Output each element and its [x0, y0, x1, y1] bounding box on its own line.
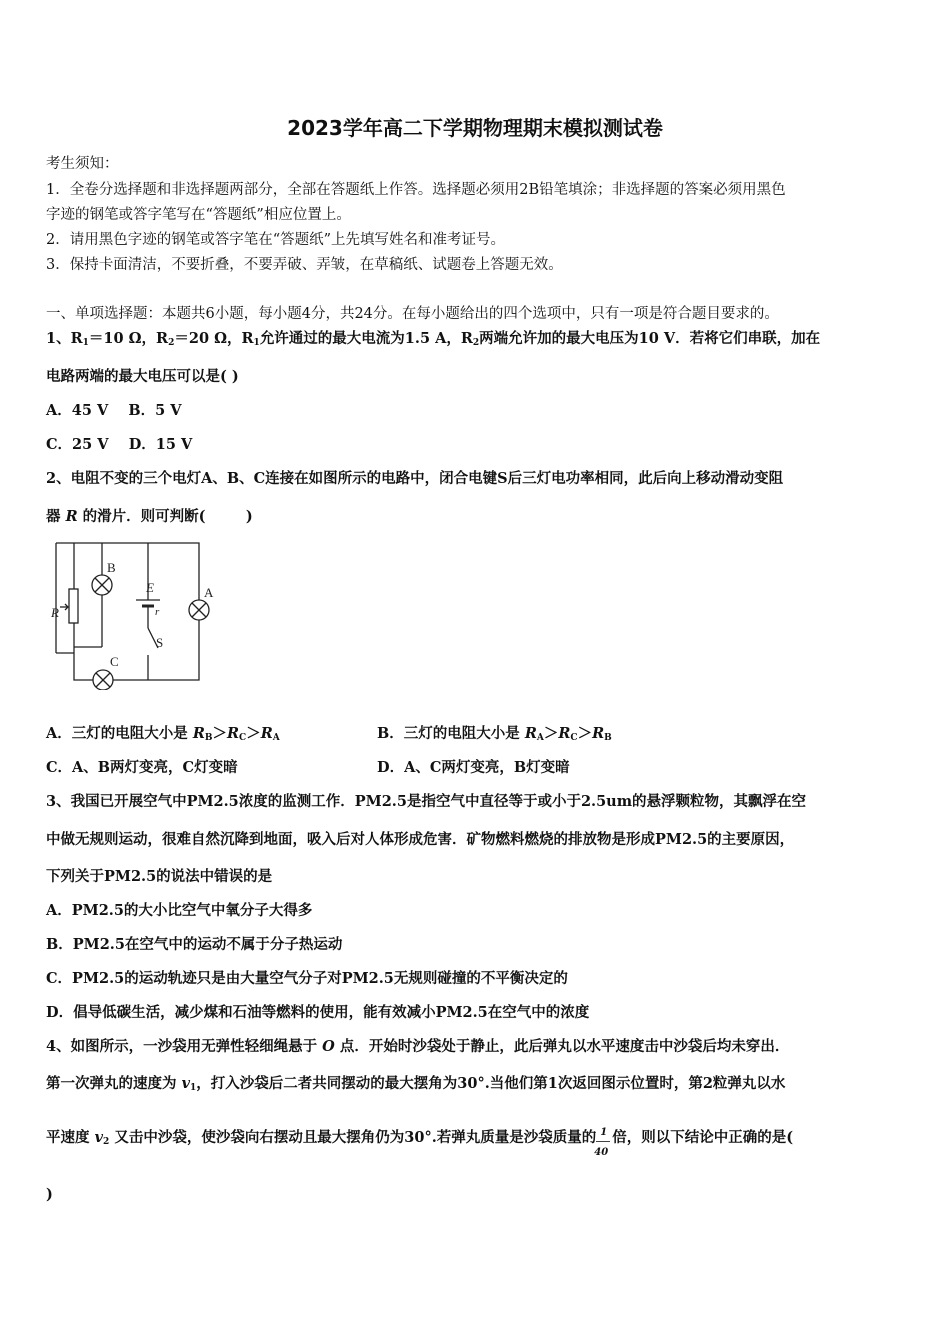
question-4-line-4: ): [46, 1186, 53, 1203]
question-1-options-cd: C．25 V D．15 V: [46, 436, 193, 453]
question-2-option-d: D．A、C两灯变亮，B灯变暗: [377, 759, 570, 776]
section-heading: 一、单项选择题：本题共6小题，每小题4分，共24分。在每小题给出的四个选项中，只有一项是符合题目要求的。: [46, 306, 779, 322]
label-switch: S: [156, 635, 164, 650]
notice-heading: 考生须知：: [46, 156, 119, 172]
question-1-line-1: 1、$R_1=10$ Ω，$R_2=20$ Ω，$R_1$允许通过的最大电流为1.5 A，$R_2$两端允许加的最大电压为10 V．若将它们串联，加在: [46, 330, 821, 348]
label-lamp-a: A: [204, 585, 214, 600]
notice-item: 2．请用黑色字迹的钢笔或答字笔在“答题纸”上先填写姓名和准考证号。: [46, 232, 506, 248]
notice-item: 字迹的钢笔或答字笔写在“答题纸”相应位置上。: [46, 207, 351, 223]
label-internal-resistance: r: [155, 606, 160, 618]
question-3-option-b: B．PM2.5在空气中的运动不属于分子热运动: [46, 936, 343, 953]
question-2-line-1: 2、电阻不变的三个电灯A、B、C连接在如图所示的电路中，闭合电键S后三灯电功率相同，此后向上移动滑动变阻: [46, 470, 784, 487]
question-2-option-b: B．三灯的电阻大小是 $R_A>R_C>R_B$: [377, 725, 612, 743]
question-2-line-2: 器 R 的滑片．则可判断( ): [46, 508, 253, 525]
label-lamp-c: C: [110, 654, 119, 669]
question-4-line-2: 第一次弹丸的速度为 $v_1$，打入沙袋后二者共同摆动的最大摆角为30°.当他们第1次返回图示位置时，第2粒弹丸以水: [46, 1075, 786, 1093]
question-2-option-a: A．三灯的电阻大小是 $R_B>R_C>R_A$: [46, 725, 280, 743]
fraction: $\frac{1}{40}$: [596, 1131, 612, 1145]
label-rheostat: R: [51, 605, 59, 620]
question-3-option-d: D．倡导低碳生活，减少煤和石油等燃料的使用，能有效减小PM2.5在空气中的浓度: [46, 1004, 590, 1021]
label-emf: E: [146, 580, 154, 595]
circuit-diagram: [46, 535, 221, 690]
question-4-line-3: 平速度 $v_2$ 又击中沙袋，使沙袋向右摆动且最大摆角仍为30°.若弹丸质量是沙袋质量的 $\frac{1}{40}$ 倍，则以下结论中正确的是(: [46, 1127, 794, 1158]
question-3-line-2: 中做无规则运动，很难自然沉降到地面，吸入后对人体形成危害．矿物燃料燃烧的排放物是形成PM2.5的主要原因，: [46, 831, 795, 848]
question-3-option-c: C．PM2.5的运动轨迹只是由大量空气分子对PM2.5无规则碰撞的不平衡决定的: [46, 970, 568, 987]
question-1-line-2: 电路两端的最大电压可以是( ): [46, 368, 239, 385]
question-3-option-a: A．PM2.5的大小比空气中氧分子大得多: [46, 902, 313, 919]
question-3-line-3: 下列关于PM2.5的说法中错误的是: [46, 868, 273, 885]
question-1-options-ab: A．45 V B．5 V: [46, 402, 182, 419]
question-4-line-1: 4、如图所示，一沙袋用无弹性轻细绳悬于 O 点．开始时沙袋处于静止，此后弹丸以水平速度击中沙袋后均未穿出．: [46, 1038, 790, 1055]
question-2-option-c: C．A、B两灯变亮，C灯变暗: [46, 759, 238, 776]
label-lamp-b: B: [107, 560, 116, 575]
notice-item: 3．保持卡面清洁，不要折叠，不要弄破、弄皱，在草稿纸、试题卷上答题无效。: [46, 257, 563, 273]
notice-item: 1．全卷分选择题和非选择题两部分，全部在答题纸上作答。选择题必须用2B铅笔填涂；非选择题的答案必须用黑色: [46, 182, 786, 198]
page-title: 2023学年高二下学期物理期末模拟测试卷: [287, 116, 663, 140]
question-3-line-1: 3、我国已开展空气中PM2.5浓度的监测工作．PM2.5是指空气中直径等于或小于2.5um的悬浮颗粒物，其飘浮在空: [46, 793, 807, 810]
